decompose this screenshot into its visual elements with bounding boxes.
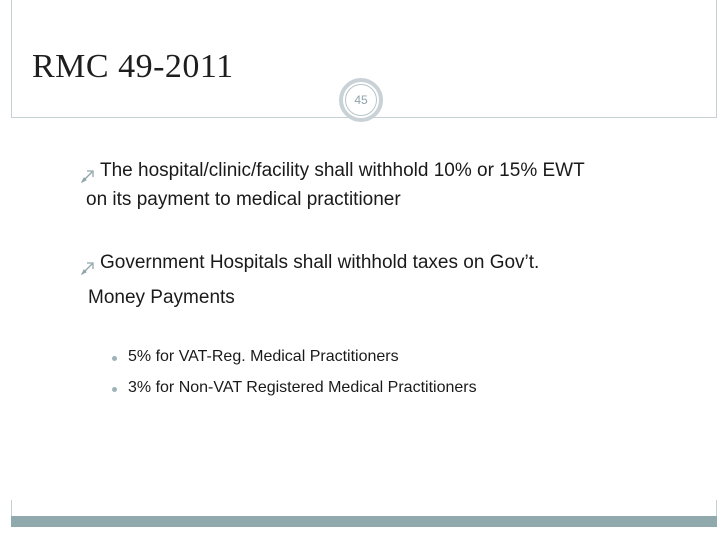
page-number-badge <box>339 78 383 122</box>
bullet-1-line-2: on its payment to medical practitioner <box>86 189 401 210</box>
frame-tick-right <box>716 500 717 516</box>
frame-tick-left <box>11 500 12 516</box>
bullet-1-line-1: The hospital/clinic/facility shall withhold 10% or 15% EWT <box>100 160 585 181</box>
bullet-2-line-1: Government Hospitals shall withhold taxes on Gov’t. <box>100 252 540 273</box>
bullet-2-line-2: Money Payments <box>88 287 235 308</box>
sub-bullet-2: 3% for Non-VAT Registered Medical Practitioners <box>128 379 477 396</box>
sub-bullet-dot <box>112 387 117 392</box>
arrow-icon <box>80 168 96 184</box>
sub-bullet-dot <box>112 356 117 361</box>
bottom-accent-bar <box>11 516 717 527</box>
slide-title: RMC 49-2011 <box>32 48 234 85</box>
sub-bullet-1: 5% for VAT-Reg. Medical Practitioners <box>128 348 399 365</box>
page-number: 45 <box>345 84 377 116</box>
arrow-icon <box>80 260 96 276</box>
